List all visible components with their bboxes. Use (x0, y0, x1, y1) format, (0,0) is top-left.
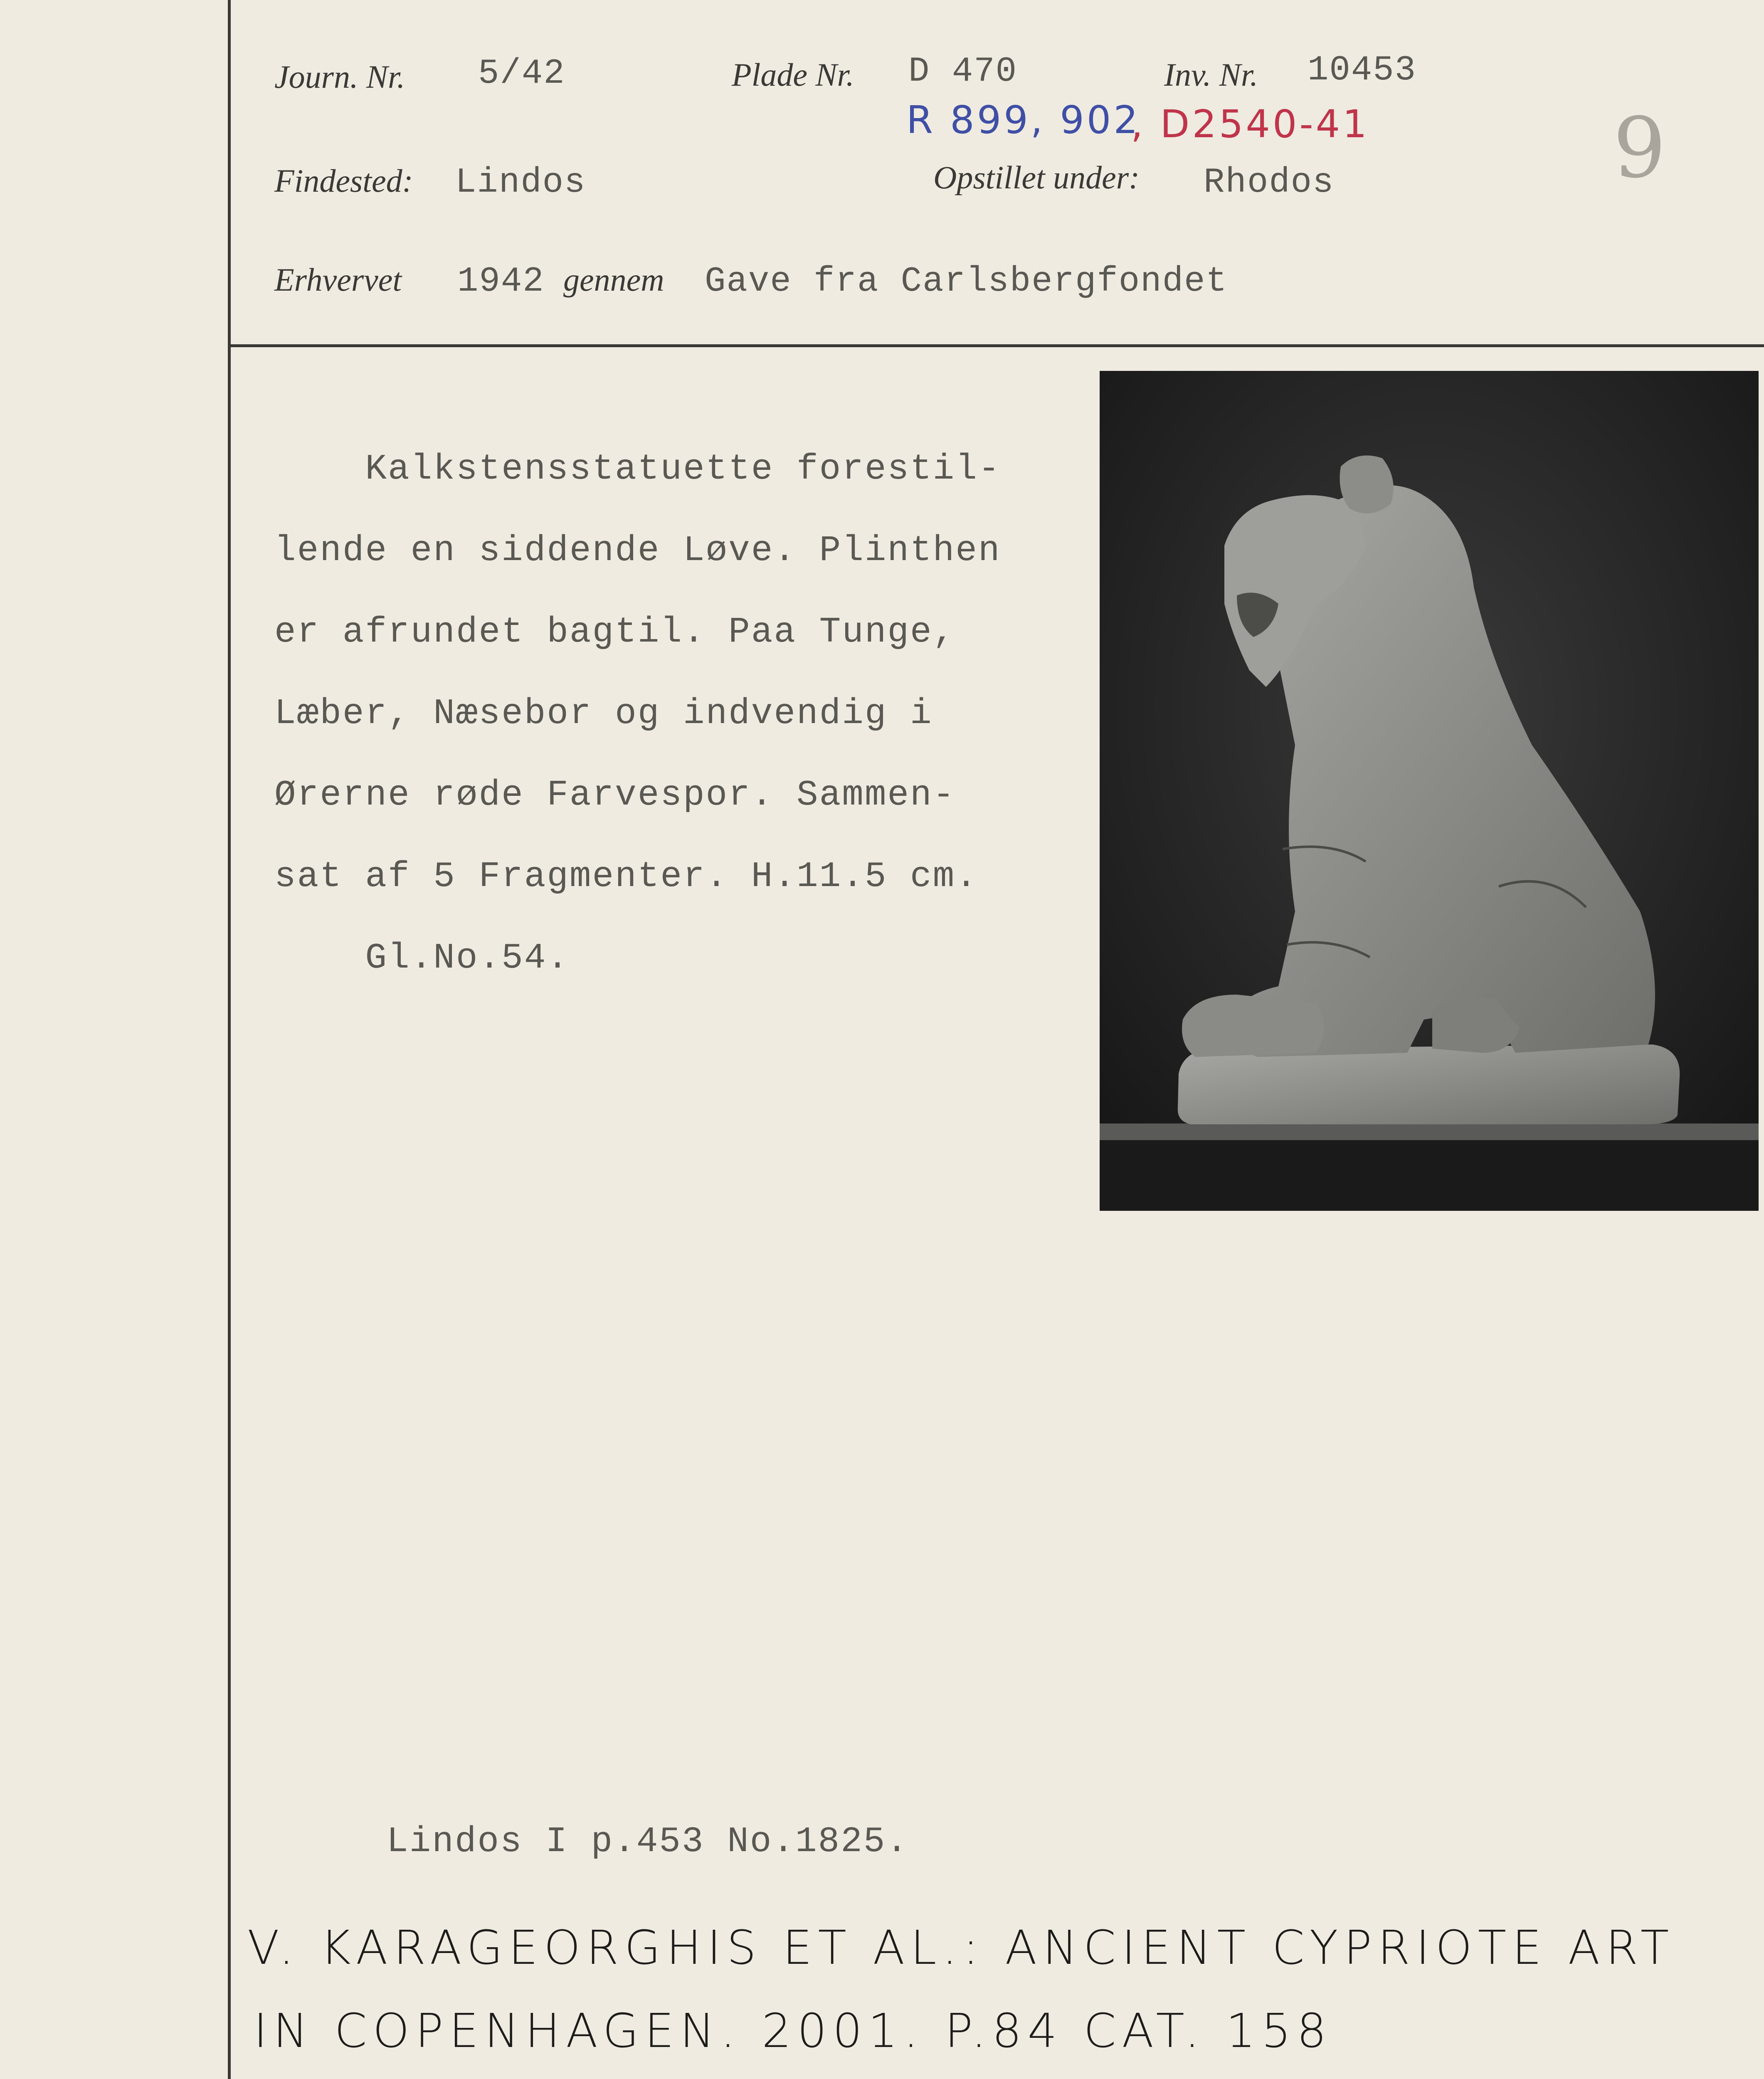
description-line: lende en siddende Løve. Plinthen (274, 530, 1001, 571)
journ-value: 5/42 (478, 54, 565, 94)
plate-refs-red: , D2540-41 (1131, 102, 1369, 146)
description-line: Gl.No.54. (274, 938, 570, 978)
description-line: er afrundet bagtil. Paa Tunge, (274, 612, 956, 652)
gennem-label: gennem (563, 262, 664, 298)
pencil-mark: 9 (1613, 100, 1666, 197)
plade-label: Plade Nr. (732, 57, 854, 93)
findested-value: Lindos (455, 163, 586, 202)
header-divider (228, 344, 1764, 347)
description-line: Kalkstensstatuette forestil- (274, 449, 1001, 489)
description-line: Ørerne røde Farvespor. Sammen- (274, 775, 956, 815)
statuette-photo (1100, 371, 1759, 1211)
lion-statuette-image (1100, 371, 1759, 1211)
handwritten-reference-line2: IN COPENHAGEN. 2001. P.84 CAT. 158 (254, 2004, 1332, 2058)
handwritten-reference-line1: V. KARAGEORGHIS ET AL.: ANCIENT CYPRIOTE ART (247, 1921, 1675, 1975)
description (274, 428, 1106, 999)
gennem-value: Gave fra Carlsbergfondet (705, 262, 1228, 301)
plate-refs-blue: R 899, 902 (906, 98, 1140, 142)
opstillet-value: Rhodos (1204, 163, 1335, 202)
erhvervet-year: 1942 (457, 262, 545, 301)
lindos-reference: Lindos I p.453 No.1825. (387, 1821, 909, 1862)
findested-label: Findested: (274, 163, 413, 199)
description-line: sat af 5 Fragmenter. H.11.5 cm. (274, 856, 978, 897)
inv-value: 10453 (1308, 51, 1417, 90)
inv-label: Inv. Nr. (1164, 57, 1258, 93)
plade-value: D 470 (908, 52, 1018, 91)
description-line: Læber, Næsebor og indvendig i (274, 693, 933, 734)
erhvervet-label: Erhvervet (274, 262, 402, 298)
journ-label: Journ. Nr. (274, 59, 405, 95)
opstillet-label: Opstillet under: (933, 159, 1140, 195)
margin-rule (228, 0, 231, 2079)
